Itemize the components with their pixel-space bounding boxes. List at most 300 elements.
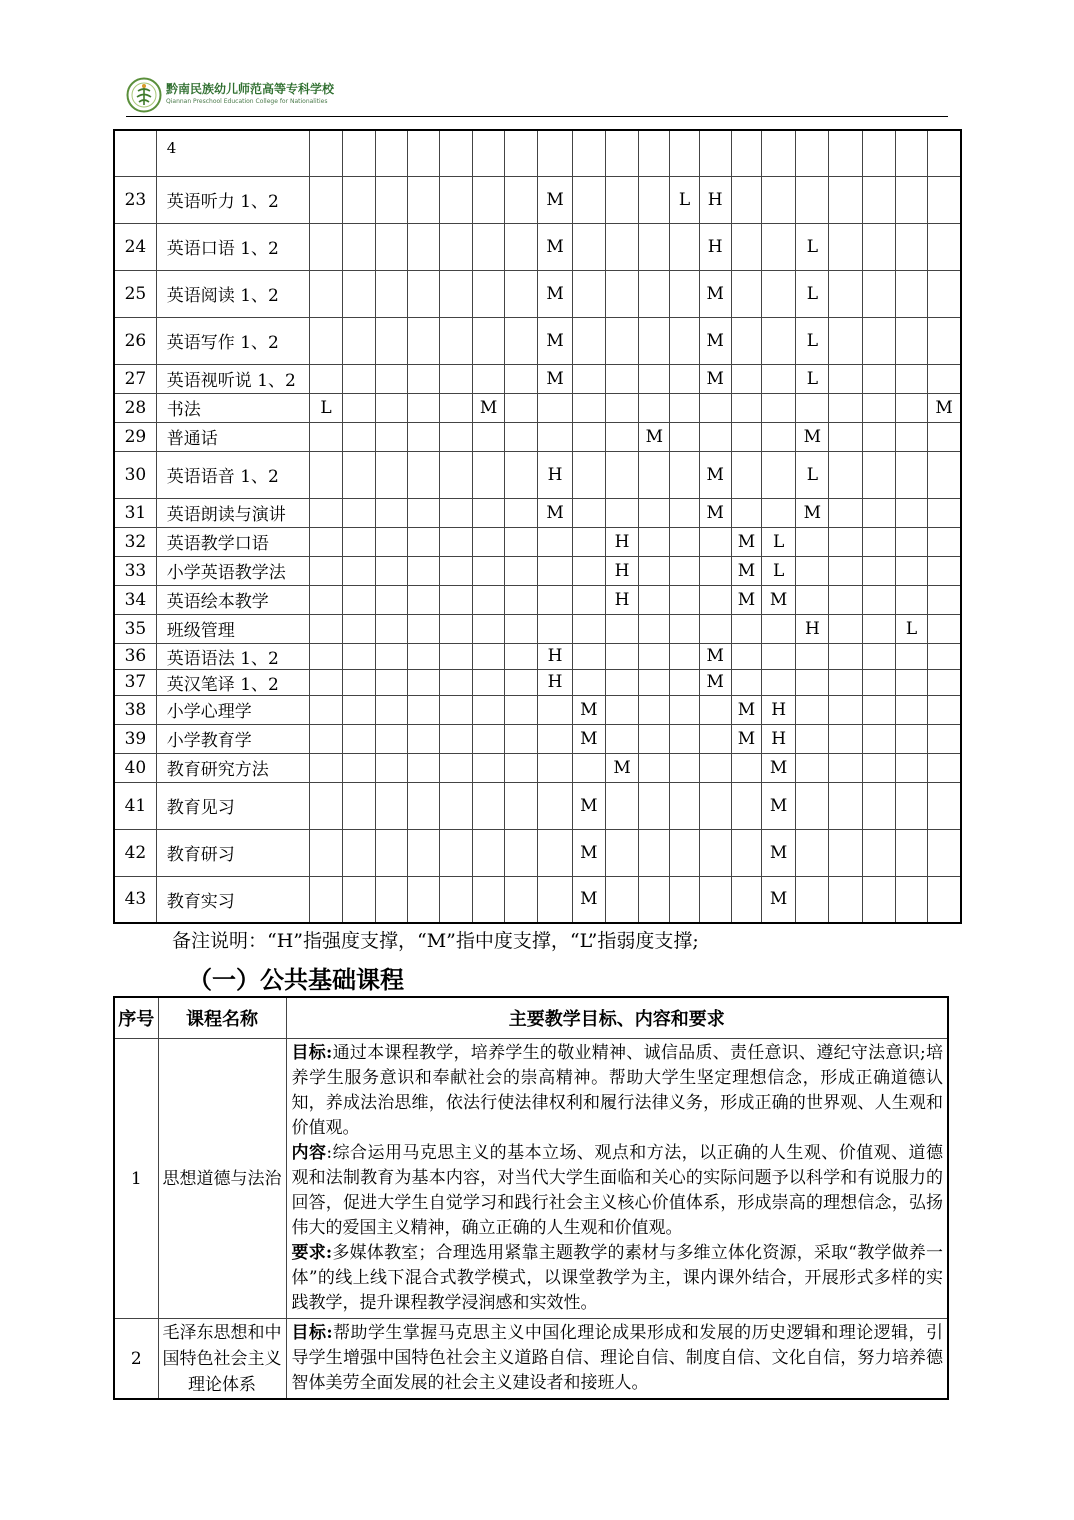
support-cell [605,393,638,422]
support-cell [407,585,439,614]
support-cell [439,585,472,614]
support-cell [605,643,638,669]
support-cell [439,317,472,364]
support-cell: M [699,643,731,669]
support-cell [407,176,439,223]
support-cell [895,364,927,393]
support-cell [762,270,796,317]
support-cell [572,753,605,782]
support-cell [796,556,829,585]
support-cell: L [762,556,796,585]
support-cell [670,223,699,270]
support-cell [895,393,927,422]
support-cell [928,223,961,270]
support-cell [862,527,895,556]
support-cell [407,876,439,923]
support-cell: M [538,176,572,223]
support-cell [895,317,927,364]
course-num: 2 [114,1319,158,1400]
support-cell [343,527,376,556]
support-cell: M [572,829,605,876]
support-cell [309,451,342,498]
support-cell [862,643,895,669]
support-cell [505,422,538,451]
support-cell: L [895,614,927,643]
support-cell [762,669,796,695]
support-cell [829,317,862,364]
support-cell [407,270,439,317]
support-cell [928,422,961,451]
course-name-cell: 小学英语教学法 [156,556,309,585]
support-cell [731,223,761,270]
support-cell [505,527,538,556]
support-cell [605,724,638,753]
support-cell [829,270,862,317]
support-cell [605,876,638,923]
support-cell [572,614,605,643]
support-cell [862,556,895,585]
support-cell [407,724,439,753]
support-cell [928,498,961,527]
support-cell [895,829,927,876]
support-cell [829,669,862,695]
support-cell [796,176,829,223]
support-cell [731,782,761,829]
support-cell [796,876,829,923]
support-cell [376,422,407,451]
support-cell [670,270,699,317]
support-cell [572,223,605,270]
support-cell [376,782,407,829]
matrix-row [114,364,961,393]
support-cell [439,498,472,527]
support-cell: H [538,643,572,669]
support-cell: M [605,753,638,782]
support-cell [928,829,961,876]
support-cell [505,270,538,317]
course-name-cell: 普通话 [156,422,309,451]
support-cell [605,223,638,270]
support-cell [407,556,439,585]
support-cell [895,270,927,317]
support-cell [796,782,829,829]
support-cell: M [538,364,572,393]
goal-label: 目标: [291,1323,333,1343]
support-cell [439,829,472,876]
support-cell [439,130,472,176]
support-cell [699,829,731,876]
support-cell [538,422,572,451]
matrix-row [114,585,961,614]
support-cell [376,498,407,527]
support-cell [572,643,605,669]
support-cell [407,669,439,695]
support-cell [343,556,376,585]
support-cell [639,451,670,498]
support-cell [473,669,505,695]
support-cell [829,223,862,270]
row-number: 42 [114,829,156,876]
goal-text: 通过本课程教学，培养学生的敬业精神、诚信品质、责任意识、遵纪守法意识;培养学生服务意识和奉献社会的崇高精神。帮助大学生坚定理想信念，形成正确道德认知，养成法治思维，依法行使法律权利和履行法律义务，形成正确的世界观、人生观和价值观。 [291,1043,943,1138]
support-cell [731,876,761,923]
support-cell [439,364,472,393]
course-name-cell: 英语阅读 1、2 [156,270,309,317]
support-cell: M [731,585,761,614]
support-cell [309,695,342,724]
support-cell [505,393,538,422]
course-name-cell: 教育研究方法 [156,753,309,782]
support-cell [572,422,605,451]
support-cell [473,556,505,585]
support-cell [796,527,829,556]
header-name: 课程名称 [158,997,286,1039]
goal-text: 帮助学生掌握马克思主义中国化理论成果形成和发展的历史逻辑和理论逻辑，引导学生增强中国特色社会主义道路自信、理论自信、制度自信、文化自信，努力培养德智体美劳全面发展的社会主义建设者和接班人。 [291,1323,943,1393]
support-cell [639,585,670,614]
content-text: :综合运用马克思主义的基本立场、观点和方法，以正确的人生观、价值观、道德观和法制教育为基本内容，对当代大学生面临和关心的实际问题予以科学和有说服力的回答，促进大学生自觉学习和践行社会主义核心价值体系，形成崇高的理想信念，弘扬伟大的爱国主义精神，确立正确的人生观和价值观。 [291,1143,943,1238]
support-cell [670,498,699,527]
row-number: 43 [114,876,156,923]
support-cell: M [762,753,796,782]
support-cell [376,724,407,753]
matrix-row [114,527,961,556]
support-cell [928,876,961,923]
support-cell [862,753,895,782]
support-cell [928,556,961,585]
support-cell [670,829,699,876]
support-cell [309,527,342,556]
support-cell [605,422,638,451]
support-cell [473,614,505,643]
matrix-row [114,498,961,527]
support-cell [928,451,961,498]
support-cell [605,614,638,643]
support-cell [309,876,342,923]
support-cell [343,451,376,498]
support-cell [731,614,761,643]
support-cell [407,614,439,643]
support-cell [343,422,376,451]
support-cell [572,317,605,364]
row-number: 40 [114,753,156,782]
support-cell [605,451,638,498]
support-cell [309,223,342,270]
support-cell [376,270,407,317]
support-cell [376,669,407,695]
support-cell [639,724,670,753]
support-cell [928,614,961,643]
support-cell [928,585,961,614]
support-cell [699,585,731,614]
support-cell [376,753,407,782]
support-cell [407,130,439,176]
support-cell [862,393,895,422]
support-cell [670,451,699,498]
support-cell [796,724,829,753]
support-cell [473,498,505,527]
support-cell [473,527,505,556]
support-cell [762,223,796,270]
support-cell [670,317,699,364]
row-number: 38 [114,695,156,724]
support-cell [796,753,829,782]
support-cell: H [796,614,829,643]
support-cell [829,753,862,782]
course-name-cell: 英语写作 1、2 [156,317,309,364]
support-cell: L [796,317,829,364]
support-cell [538,527,572,556]
support-cell [376,614,407,643]
support-cell [670,643,699,669]
matrix-row [114,422,961,451]
support-cell: L [670,176,699,223]
support-cell [699,753,731,782]
support-cell: M [572,782,605,829]
support-cell [572,498,605,527]
support-cell [473,317,505,364]
course-name-cell: 英语语法 1、2 [156,643,309,669]
support-cell [309,556,342,585]
support-cell [639,669,670,695]
course-name-cell: 英汉笔译 1、2 [156,669,309,695]
support-cell [376,527,407,556]
support-cell [343,393,376,422]
support-cell: M [639,422,670,451]
requirement-text: 多媒体教室；合理选用紧靠主题教学的素材与多维立体化资源，采取“教学做养一体”的线上线下混合式教学模式，以课堂教学为主，课内课外结合，开展形式多样的实践教学，提升课程教学浸润感和实效性。 [291,1243,943,1313]
support-cell [439,176,472,223]
course-row [114,1039,948,1319]
support-cell [505,643,538,669]
matrix-row [114,669,961,695]
support-cell [699,556,731,585]
support-cell [439,270,472,317]
support-cell [407,527,439,556]
support-cell [731,422,761,451]
support-cell [439,782,472,829]
support-cell [699,422,731,451]
support-cell [505,130,538,176]
support-cell [473,753,505,782]
support-cell: M [731,527,761,556]
support-cell [639,317,670,364]
support-cell [762,451,796,498]
support-cell [538,585,572,614]
support-cell [731,130,761,176]
support-cell [439,876,472,923]
support-cell [895,422,927,451]
row-number: 37 [114,669,156,695]
support-cell [829,130,862,176]
support-cell [895,556,927,585]
support-cell [639,876,670,923]
support-cell [796,130,829,176]
support-cell [439,393,472,422]
support-cell [538,130,572,176]
support-cell [829,364,862,393]
support-cell [505,753,538,782]
support-cell [407,829,439,876]
matrix-row [114,270,961,317]
support-cell [505,223,538,270]
support-cell [572,393,605,422]
support-cell [639,364,670,393]
support-cell [762,364,796,393]
requirement-label: 要求: [291,1243,333,1263]
support-cell [376,451,407,498]
row-number: 25 [114,270,156,317]
support-cell [829,498,862,527]
support-cell [796,585,829,614]
support-cell [699,393,731,422]
support-cell [895,643,927,669]
course-name-cell: 教育实习 [156,876,309,923]
row-number: 33 [114,556,156,585]
support-cell [538,393,572,422]
course-name-cell: 英语视听说 1、2 [156,364,309,393]
support-cell [670,753,699,782]
support-cell [376,176,407,223]
course-name-cell: 英语绘本教学 [156,585,309,614]
support-cell [862,270,895,317]
support-cell [309,829,342,876]
support-cell [829,724,862,753]
support-cell [439,451,472,498]
support-cell [538,876,572,923]
support-cell [376,695,407,724]
support-cell [343,614,376,643]
matrix-row [114,614,961,643]
support-cell [829,585,862,614]
course-name-cell: 英语教学口语 [156,527,309,556]
matrix-row [114,223,961,270]
support-cell: H [538,669,572,695]
support-cell [473,223,505,270]
support-cell [731,829,761,876]
support-cell [538,753,572,782]
support-cell [862,364,895,393]
support-cell [670,585,699,614]
support-cell [376,643,407,669]
course-support-matrix [113,129,962,924]
course-row [114,1319,948,1400]
support-cell: L [796,364,829,393]
support-cell [670,422,699,451]
support-cell [309,753,342,782]
support-cell [829,527,862,556]
support-cell [309,643,342,669]
support-cell [829,782,862,829]
support-cell [670,364,699,393]
support-cell [639,176,670,223]
support-cell [505,585,538,614]
course-name-cell: 英语听力 1、2 [156,176,309,223]
support-cell [439,556,472,585]
row-number: 26 [114,317,156,364]
matrix-row [114,393,961,422]
support-cell [376,223,407,270]
course-name-cell: 小学心理学 [156,695,309,724]
support-cell: M [473,393,505,422]
support-cell [572,451,605,498]
support-cell [670,876,699,923]
support-cell [439,695,472,724]
support-cell: M [572,695,605,724]
support-cell: M [699,317,731,364]
course-name-cell: 小学教育学 [156,724,309,753]
support-cell [572,270,605,317]
support-cell [407,498,439,527]
course-name-cell: 英语语音 1、2 [156,451,309,498]
support-cell: H [605,527,638,556]
support-cell: M [699,364,731,393]
support-cell [699,695,731,724]
support-cell [699,130,731,176]
support-cell [928,643,961,669]
support-cell [572,176,605,223]
support-cell [473,585,505,614]
support-cell [407,223,439,270]
support-cell [309,782,342,829]
support-cell [343,498,376,527]
row-number: 30 [114,451,156,498]
support-cell [862,585,895,614]
support-cell [605,498,638,527]
course-name-cell: 英语朗读与演讲 [156,498,309,527]
support-cell [572,669,605,695]
row-number: 31 [114,498,156,527]
support-cell [670,393,699,422]
support-cell [309,270,342,317]
support-cell [309,317,342,364]
support-cell [670,695,699,724]
support-cell: M [762,829,796,876]
matrix-row [114,130,961,176]
support-cell [343,270,376,317]
support-cell [343,364,376,393]
support-cell [309,498,342,527]
support-cell: M [731,695,761,724]
support-cell [762,393,796,422]
support-cell [639,829,670,876]
support-cell [309,130,342,176]
support-cell [538,782,572,829]
support-cell [639,223,670,270]
support-cell [439,223,472,270]
support-cell [473,695,505,724]
matrix-row [114,753,961,782]
support-cell [473,176,505,223]
support-cell [639,393,670,422]
support-cell [895,498,927,527]
support-cell [343,753,376,782]
support-cell [829,422,862,451]
header-content: 主要教学目标、内容和要求 [286,997,948,1039]
support-cell [605,829,638,876]
support-cell [376,393,407,422]
support-cell [829,556,862,585]
matrix-row [114,876,961,923]
support-cell [473,422,505,451]
support-cell [309,422,342,451]
section-title: （一）公共基础课程 [188,965,404,994]
support-cell [862,422,895,451]
support-cell [407,393,439,422]
support-cell [343,223,376,270]
support-cell [605,317,638,364]
support-cell [407,695,439,724]
support-cell [407,364,439,393]
support-cell [796,669,829,695]
support-cell [605,695,638,724]
